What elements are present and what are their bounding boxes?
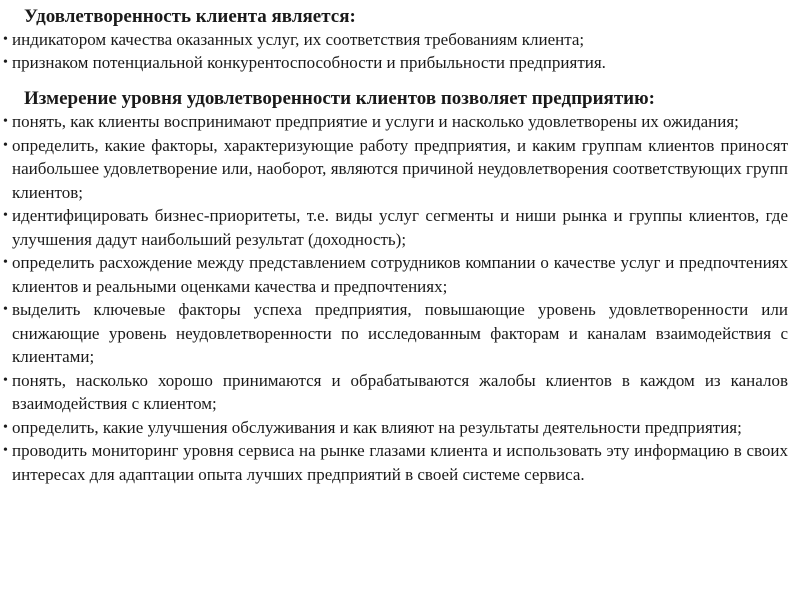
section-2-item-1: • понять, как клиенты воспринимают предприятие и услуги и насколько удовлетворены их ожидания; <box>4 110 788 134</box>
section-2-item-7: • определить, какие улучшения обслуживания и как влияют на результаты деятельности предприятия; <box>4 416 788 440</box>
section-2-item-4: • определить расхождение между представлением сотрудников компании о качестве услуг и предпочтениях клиентов и реальными оценками качества и предпочтениях; <box>4 251 788 298</box>
section-2-item-6: • понять, насколько хорошо принимаются и обрабатываются жалобы клиентов в каждом из каналов взаимодействия с клиентом; <box>4 369 788 416</box>
section-2-list <box>4 110 788 486</box>
section-1-item-2: • признаком потенциальной конкурентоспособности и прибыльности предприятия. <box>4 51 788 74</box>
section-2-heading: Измерение уровня удовлетворенности клиентов позволяет предприятию: <box>24 88 655 109</box>
section-2-item-2: • определить, какие факторы, характеризующие работу предприятия, и каким группам клиентов приносят наибольшее удовлетворение или, наоборот, являются причиной неудовлетворения соответствующих групп клиентов; <box>4 134 788 205</box>
section-1-list <box>4 28 788 74</box>
section-2-item-3: • идентифицировать бизнес-приоритеты, т.е. виды услуг сегменты и ниши рынка и группы клиентов, где улучшения дадут наибольший результат (доходность); <box>4 204 788 251</box>
section-2-item-5: • выделить ключевые факторы успеха предприятия, повышающие уровень удовлетворенности или снижающие уровень неудовлетворенности по исследованным факторам и каналам взаимодействия с клиентами; <box>4 298 788 369</box>
section-1-heading: Удовлетворенность клиента является: <box>24 6 356 27</box>
section-2-item-8: • проводить мониторинг уровня сервиса на рынке глазами клиента и использовать эту информацию в своих интересах для адаптации опыта лучших предприятий в своей системе сервиса. <box>4 439 788 486</box>
section-1-item-1: • индикатором качества оказанных услуг, их соответствия требованиям клиента; <box>4 28 788 51</box>
